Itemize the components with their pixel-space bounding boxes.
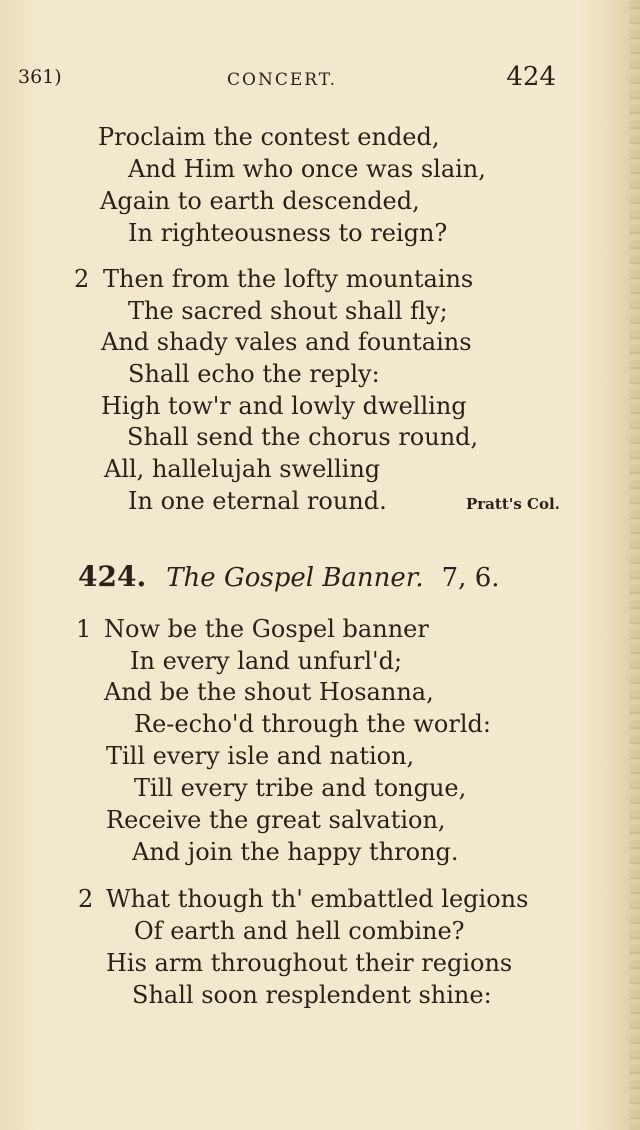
verse-line: In one eternal round. xyxy=(128,487,387,515)
verse-line: All, hallelujah swelling xyxy=(104,455,381,483)
verse-line: Shall soon resplendent shine: xyxy=(132,981,492,1009)
verse-line: What though th' embattled legions xyxy=(106,885,529,913)
page-edge xyxy=(630,0,640,1130)
verse-line: Then from the lofty mountains xyxy=(103,265,474,293)
verse-line: And join the happy throng. xyxy=(132,838,459,866)
verse-line: In every land unfurl'd; xyxy=(130,647,403,675)
verse-line: Re-echo'd through the world: xyxy=(134,710,491,738)
verse-line: Now be the Gospel banner xyxy=(104,615,429,643)
hymn-heading xyxy=(78,560,500,593)
verse-line: And be the shout Hosanna, xyxy=(104,678,434,706)
verse-line: Shall send the chorus round, xyxy=(127,423,479,451)
verse-line: Of earth and hell combine? xyxy=(134,917,465,945)
verse-line: The sacred shout shall fly; xyxy=(128,297,448,325)
verse-line: High tow'r and lowly dwelling xyxy=(101,392,467,420)
hymn-title: The Gospel Banner. xyxy=(166,563,424,593)
hymn-number: 424. xyxy=(78,560,147,593)
verse-line: In righteousness to reign? xyxy=(128,219,448,247)
section-title: CONCERT. xyxy=(227,70,337,90)
verse-line: And shady vales and fountains xyxy=(101,328,472,356)
page-number: 361) xyxy=(18,66,62,88)
running-header xyxy=(0,62,640,96)
verse-line: Again to earth descended, xyxy=(100,187,420,215)
verse-line: His arm throughout their regions xyxy=(106,949,513,977)
stanza-number: 2 xyxy=(74,265,90,293)
hymn-range-number: 424 xyxy=(506,62,556,92)
attribution: Pratt's Col. xyxy=(466,495,560,513)
verse-line: And Him who once was slain, xyxy=(128,155,486,183)
verse-line: Receive the great salvation, xyxy=(106,806,446,834)
verse-line: Till every tribe and tongue, xyxy=(134,774,467,802)
verse-line: Proclaim the contest ended, xyxy=(98,123,440,151)
hymn-meter: 7, 6. xyxy=(441,563,500,593)
stanza-number: 1 xyxy=(76,615,92,643)
verse-line: Till every isle and nation, xyxy=(106,742,415,770)
stanza-number: 2 xyxy=(78,885,94,913)
verse-line: Shall echo the reply: xyxy=(128,360,380,388)
